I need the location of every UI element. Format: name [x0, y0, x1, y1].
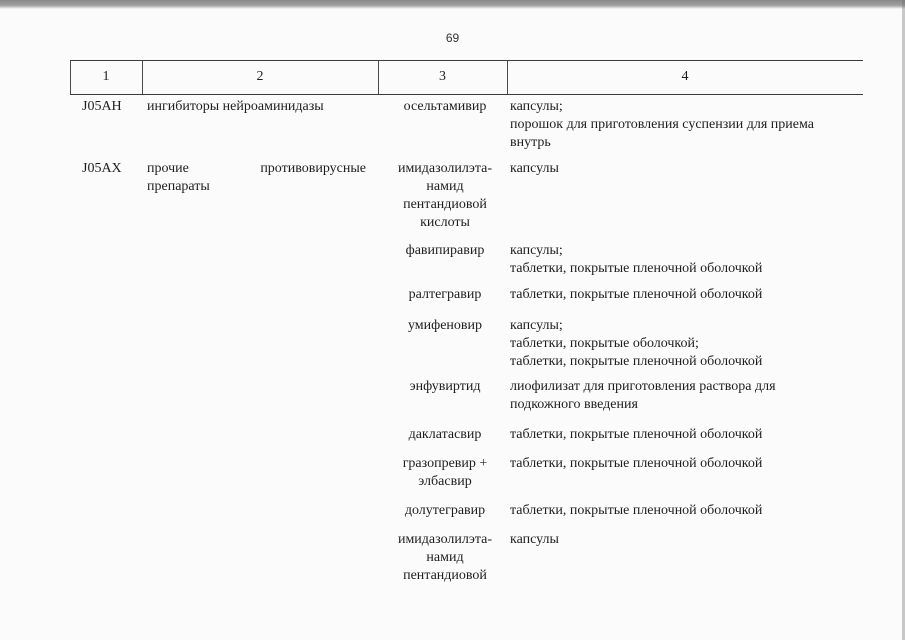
page-number: 69 — [445, 31, 460, 45]
atc-code: J05AH — [82, 99, 122, 114]
drug-name — [382, 455, 508, 491]
column-header-4: 4 — [681, 69, 689, 84]
drug-name — [382, 160, 508, 232]
dosage-forms — [510, 502, 860, 520]
column-header-2: 2 — [256, 69, 264, 84]
drug-name-line: имидазолилэта- — [397, 161, 493, 176]
table-row — [70, 317, 863, 375]
table-header-row — [70, 60, 863, 95]
dosage-forms — [510, 426, 860, 444]
column-header-3: 3 — [439, 69, 446, 84]
table-row — [70, 98, 863, 158]
dosage-form-line: таблетки, покрытые пленочной оболочкой — [510, 354, 763, 369]
dosage-forms — [510, 317, 860, 371]
table-row — [70, 502, 863, 524]
drug-name-line: пентандиовой — [403, 197, 487, 212]
group-word: противовирусные — [260, 161, 366, 176]
drug-name: даклатасвир — [408, 427, 482, 442]
atc-code: J05AX — [82, 161, 122, 176]
table-row — [70, 160, 863, 238]
dosage-form-line: внутрь — [510, 135, 551, 150]
dosage-form-line: капсулы — [510, 532, 559, 547]
therapeutic-group — [147, 160, 377, 196]
dosage-forms — [510, 160, 860, 178]
table-row — [70, 242, 863, 282]
dosage-form-line: таблетки, покрытые пленочной оболочкой — [510, 456, 763, 471]
dosage-form-line: лиофилизат для приготовления раствора для — [510, 379, 776, 394]
drug-name-line: элбасвир — [418, 474, 472, 489]
group-first-line — [147, 160, 366, 178]
drug-name-line: намид — [426, 550, 464, 565]
drug-name: долутегравир — [404, 503, 486, 518]
group-word: прочие — [147, 161, 189, 176]
column-header-1: 1 — [102, 69, 110, 84]
dosage-forms — [510, 286, 860, 304]
table-row — [70, 455, 863, 495]
dosage-forms — [510, 242, 860, 278]
dosage-form-line: капсулы — [510, 161, 559, 176]
dosage-form-line: капсулы; — [510, 243, 563, 258]
drug-name-line: кислоты — [420, 215, 470, 230]
table-row — [70, 426, 863, 448]
drug-table — [70, 60, 863, 95]
dosage-form-line: подкожного введения — [510, 397, 638, 412]
group-second-line: препараты — [147, 179, 210, 194]
dosage-form-line: таблетки, покрытые оболочкой; — [510, 336, 699, 351]
dosage-form-line: капсулы; — [510, 318, 563, 333]
dosage-forms — [510, 455, 860, 473]
drug-name: осельтамивир — [403, 99, 487, 114]
drug-name: ралтегравир — [408, 287, 482, 302]
scan-edge-top — [0, 0, 905, 9]
dosage-form-line: таблетки, покрытые пленочной оболочкой — [510, 287, 763, 302]
therapeutic-group: ингибиторы нейроаминидазы — [147, 99, 324, 114]
drug-name-line: имидазолилэта- — [397, 532, 493, 547]
dosage-form-line: таблетки, покрытые пленочной оболочкой — [510, 503, 763, 518]
dosage-forms — [510, 531, 860, 549]
drug-name — [382, 531, 508, 585]
drug-name-line: намид — [426, 179, 464, 194]
table-row — [70, 531, 863, 589]
table-row — [70, 378, 863, 418]
drug-name-line: гразопревир + — [402, 456, 488, 471]
drug-name: энфувиртид — [409, 379, 481, 394]
dosage-forms — [510, 378, 860, 414]
drug-name: умифеновир — [407, 318, 483, 333]
table-row — [70, 286, 863, 308]
dosage-form-line: капсулы; — [510, 99, 563, 114]
drug-name-line: пентандиовой — [403, 568, 487, 583]
dosage-form-line: таблетки, покрытые пленочной оболочкой — [510, 261, 763, 276]
drug-name: фавипиравир — [405, 243, 485, 258]
dosage-form-line: порошок для приготовления суспензии для приема — [510, 117, 814, 132]
dosage-form-line: таблетки, покрытые пленочной оболочкой — [510, 427, 763, 442]
dosage-forms — [510, 98, 860, 152]
